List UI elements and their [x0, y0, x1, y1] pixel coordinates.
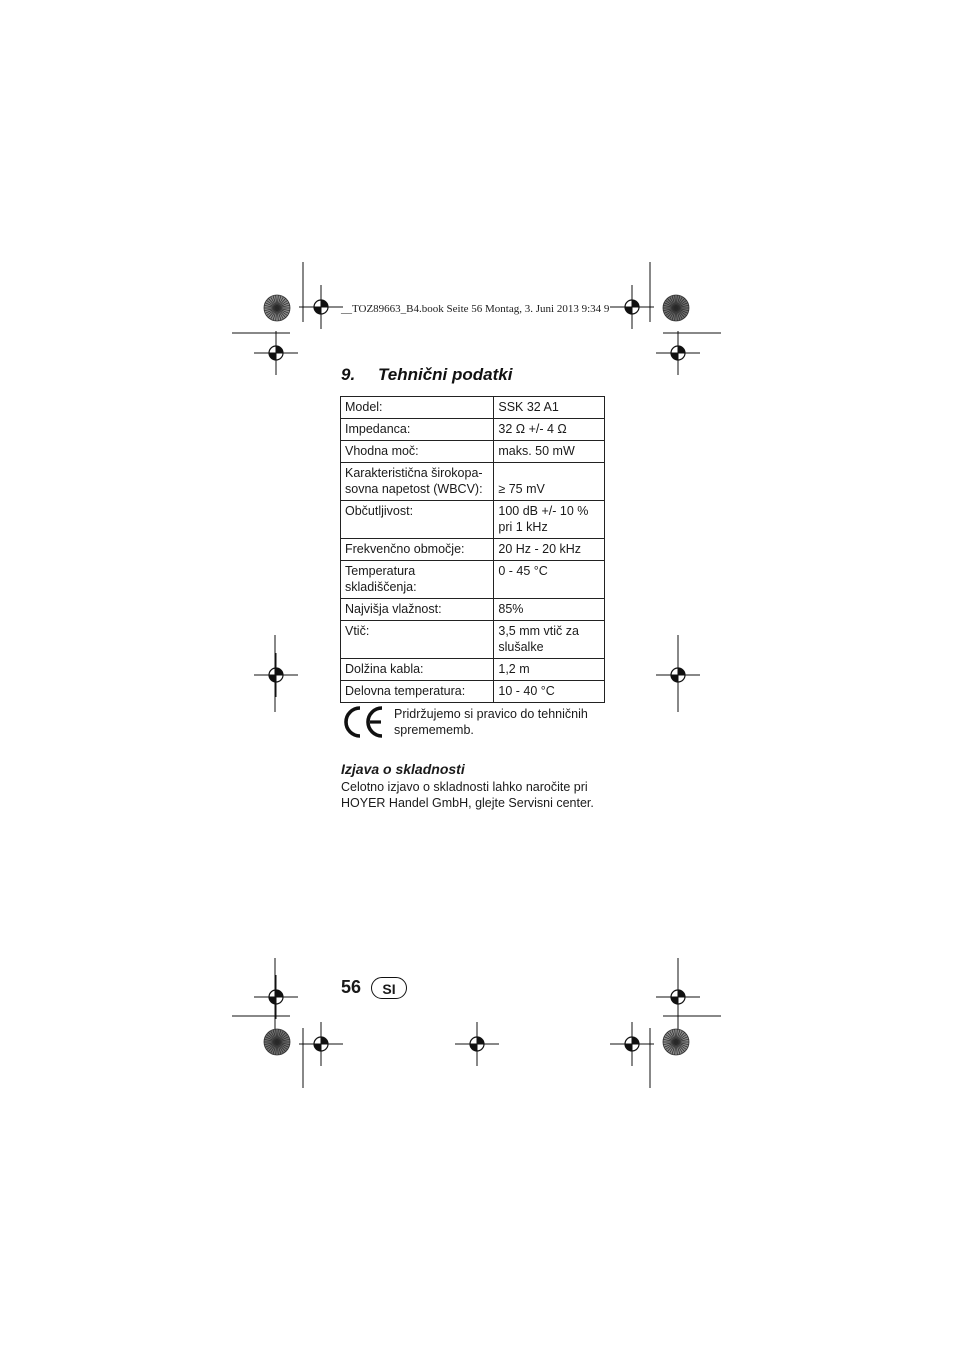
- spec-key: Frekvenčno območje:: [341, 539, 494, 561]
- spec-value: 1,2 m: [494, 659, 605, 681]
- spec-row: [341, 621, 605, 659]
- registration-mark-icon: [656, 653, 700, 697]
- section-title: [341, 365, 512, 385]
- spec-row: [341, 463, 605, 501]
- spec-row: [341, 561, 605, 599]
- registration-mark-icon: [254, 975, 298, 1019]
- registration-mark-icon: [610, 285, 654, 329]
- spec-key: Model:: [341, 397, 494, 419]
- registration-mark-icon: [254, 653, 298, 697]
- conformity-body: Celotno izjavo o skladnosti lahko naročite pri HOYER Handel GmbH, glejte Servisni center.: [341, 780, 594, 810]
- spec-value: 100 dB +/- 10 % pri 1 kHz: [494, 501, 605, 539]
- spec-key: Vhodna moč:: [341, 441, 494, 463]
- spec-value: 10 - 40 °C: [494, 681, 605, 703]
- conformity-title: Izjava o skladnosti: [341, 761, 465, 777]
- spec-key: Dolžina kabla:: [341, 659, 494, 681]
- spec-value: SSK 32 A1: [494, 397, 605, 419]
- spec-row: [341, 681, 605, 703]
- registration-mark-icon: [299, 1022, 343, 1066]
- color-wheel-icon: [264, 295, 290, 321]
- spec-row: [341, 659, 605, 681]
- section-number: 9.: [341, 365, 356, 384]
- ce-notice-text: Pridržujemo si pravico do tehničnih spremememb.: [394, 707, 588, 737]
- spec-row: [341, 419, 605, 441]
- spec-value: 3,5 mm vtič za slušalke: [494, 621, 605, 659]
- registration-mark-icon: [299, 285, 343, 329]
- book-header-line: __TOZ89663_B4.book Seite 56 Montag, 3. Juni 2013 9:34 9: [341, 303, 610, 315]
- color-wheel-icon: [663, 295, 689, 321]
- language-badge: SI: [371, 977, 407, 999]
- registration-mark-icon: [610, 1022, 654, 1066]
- spec-row: [341, 539, 605, 561]
- spec-value: 85%: [494, 599, 605, 621]
- spec-value: 32 Ω +/- 4 Ω: [494, 419, 605, 441]
- spec-key: Karakteristična širokopa- sovna napetost (WBCV):: [341, 463, 494, 501]
- spec-row: [341, 501, 605, 539]
- spec-row: [341, 599, 605, 621]
- spec-key: Temperatura skladiščenja:: [341, 561, 494, 599]
- registration-mark-icon: [455, 1022, 499, 1066]
- spec-value: 20 Hz - 20 kHz: [494, 539, 605, 561]
- spec-value: ≥ 75 mV: [494, 463, 605, 501]
- page-number: 56: [341, 977, 362, 997]
- section-title-text: Tehnični podatki: [378, 365, 513, 384]
- spec-key: Impedanca:: [341, 419, 494, 441]
- spec-value: 0 - 45 °C: [494, 561, 605, 599]
- spec-key: Najvišja vlažnost:: [341, 599, 494, 621]
- spec-value: maks. 50 mW: [494, 441, 605, 463]
- spec-key: Delovna temperatura:: [341, 681, 494, 703]
- spec-key: Občutljivost:: [341, 501, 494, 539]
- color-wheel-icon: [264, 1029, 290, 1055]
- registration-mark-icon: [656, 975, 700, 1019]
- registration-mark-icon: [254, 331, 298, 375]
- spec-row: [341, 441, 605, 463]
- spec-key: Vtič:: [341, 621, 494, 659]
- spec-table: [340, 396, 605, 703]
- ce-mark-icon: [340, 705, 386, 739]
- registration-mark-icon: [656, 331, 700, 375]
- color-wheel-icon: [663, 1029, 689, 1055]
- spec-row: [341, 397, 605, 419]
